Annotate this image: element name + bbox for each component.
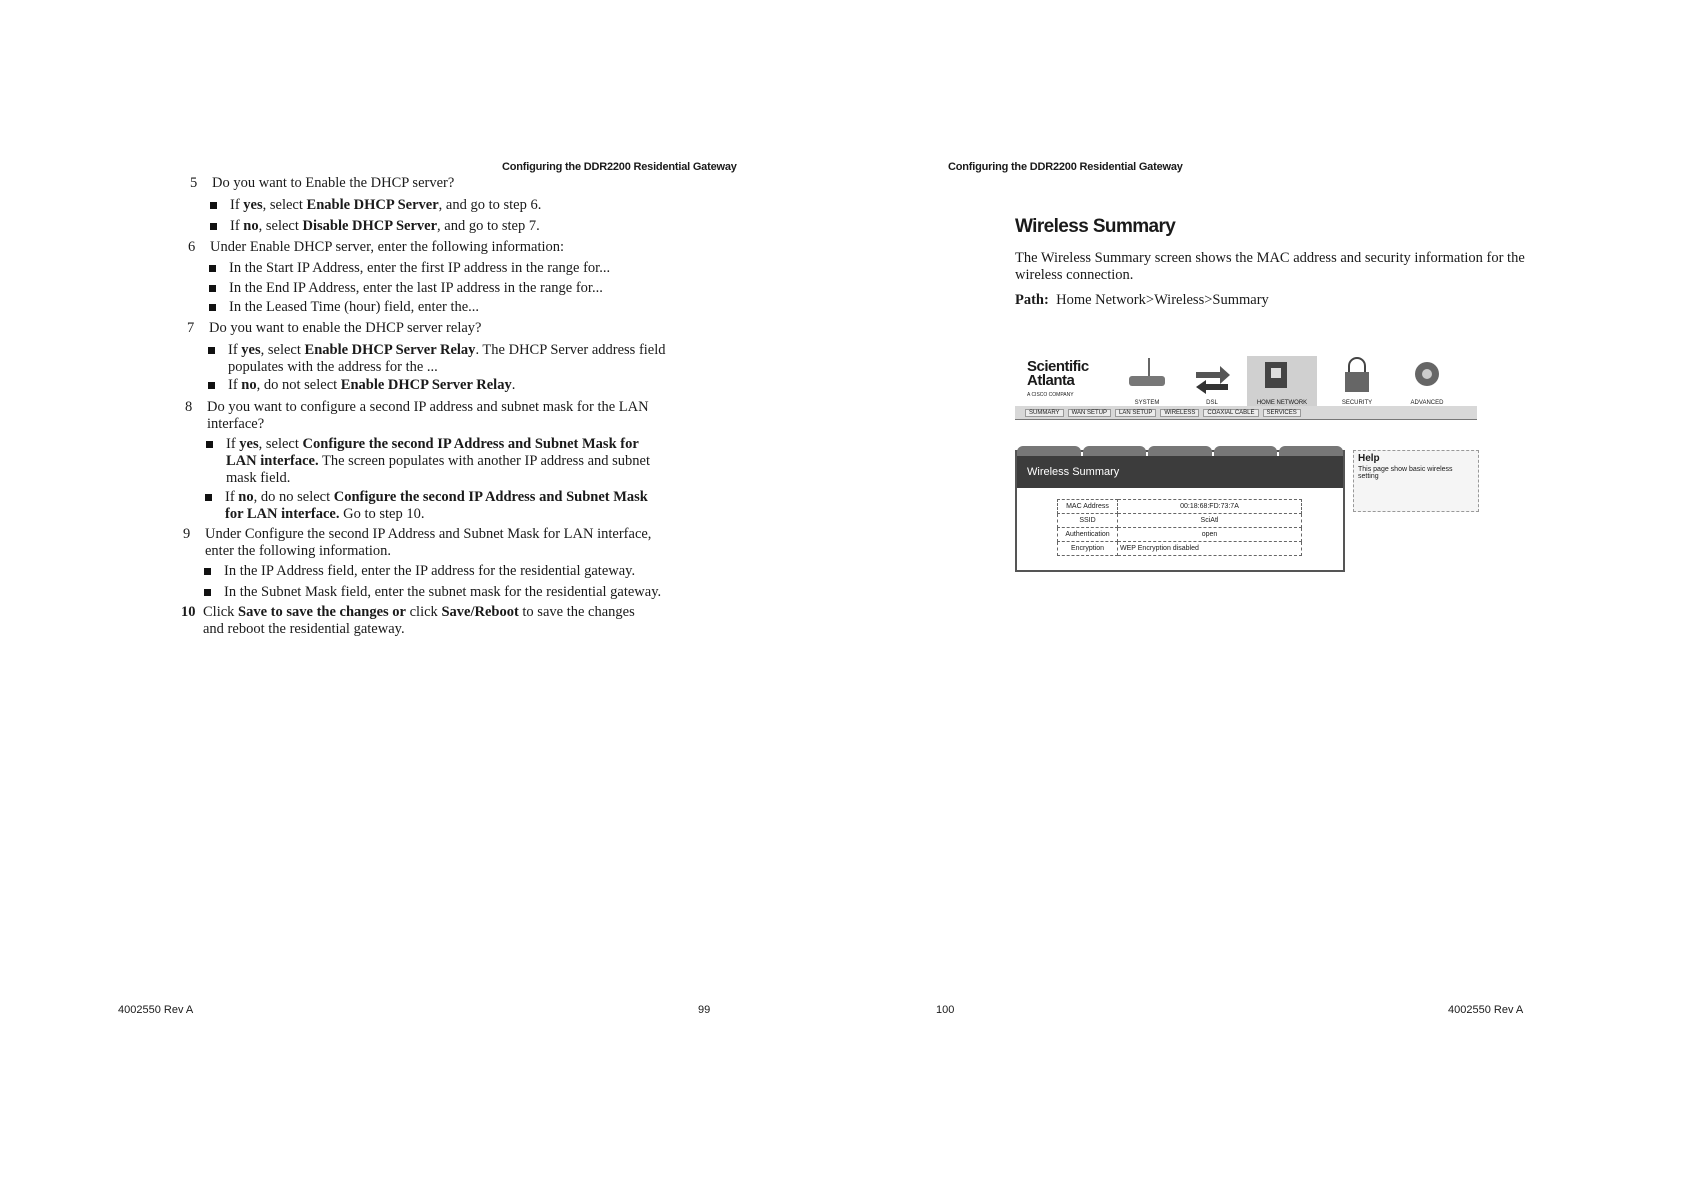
nav-home-network[interactable]: HOME NETWORK [1247,356,1317,406]
bullet-icon [210,202,217,209]
wireless-summary-screenshot [1015,352,1477,582]
running-header: Configuring the DDR2200 Residential Gateway [948,161,1183,173]
bullet-icon [206,441,213,448]
nav-advanced[interactable]: ADVANCED [1397,356,1457,406]
bullet-icon [209,265,216,272]
footer-doc-number: 4002550 Rev A [118,1004,194,1016]
bullet-icon [208,347,215,354]
page-number: 100 [936,1004,955,1016]
arrows-icon [1192,356,1232,394]
subnav-wan-setup[interactable]: WAN SETUP [1068,409,1111,417]
wireless-summary-panel [1015,450,1345,572]
left-page: Configuring the DDR2200 Residential Gateway 5 Do you want to Enable the DHCP server? If yes, select Enable DHCP Server, and go to step 6. If no, select Disable DHCP Server, and go to step 7. 6 Under Enable DHCP server, enter the following information: In the Start IP Address, enter the first IP address in the range for... In the End IP Address, enter the last IP address in the range for... In the Leased Time (hour) field, enter the... 7 Do you want to enable the DHCP server relay? If yes, select Enable DHCP Server Relay. The DHCP Server address field populates with the address for the ... If no, do not select Enable DHCP Server Relay. 8 Do you want to configure a second IP address and subnet mask for the LAN interface? If yes, select Configure the second IP Address and Subnet Mask for LAN interface. The screen populates with another IP address and subnet mask field. If no, do no select Configure the second IP Address and Subnet Mask for LAN interface. Go to step 10. 9 Under Configure the second IP Address and Subnet Mask for LAN interface, enter the following information. In the IP Address field, enter the IP address for the residential gateway. In the Subnet Mask field, enter the subnet mask for the residential gateway. 10 Click Save to save the changes or click Save/Reboot to save the changes and reboot the residential gateway. 4002550 Rev A 99 [118,161,737,1016]
subnav-coaxial-cable[interactable]: COAXIAL CABLE [1203,409,1258,417]
section-description: The Wireless Summary screen shows the MAC address and security information for the wireless connection. [1015,250,1525,283]
table-row: MAC Address 00:18:68:FD:73:7A [1058,500,1302,514]
bullet-icon [204,568,211,575]
panel-title: Wireless Summary [1017,456,1343,488]
nav-security[interactable]: SECURITY [1327,356,1387,406]
sub-nav [1015,406,1477,420]
subnav-summary[interactable]: SUMMARY [1025,409,1064,417]
bullet-icon [208,382,215,389]
help-box: Help This page show basic wireless setting [1353,450,1479,512]
subnav-lan-setup[interactable]: LAN SETUP [1115,409,1156,417]
scientific-atlanta-logo: Scientific Atlanta A CISCO COMPANY [1027,358,1089,398]
bullet-icon [210,223,217,230]
advanced-icon [1407,356,1447,394]
page-number: 99 [698,1004,711,1016]
bullet-icon [204,589,211,596]
right-page [842,0,1684,1190]
bullet-icon [209,285,216,292]
home-network-icon [1257,356,1297,394]
top-nav [1117,356,1467,406]
table-row: Authentication open [1058,528,1302,542]
nav-dsl[interactable]: DSL [1182,356,1242,406]
nav-system[interactable]: SYSTEM [1117,356,1177,406]
subnav-wireless[interactable]: WIRELESS [1160,409,1199,417]
lock-icon [1337,356,1377,394]
table-row: SSID SciAtl [1058,514,1302,528]
footer-doc-number: 4002550 Rev A [1448,1004,1524,1016]
table-row: Encryption WEP Encryption disabled [1058,542,1302,556]
running-header: Configuring the DDR2200 Residential Gateway [502,161,737,173]
navigation-path: Path: Home Network>Wireless>Summary [1015,292,1269,308]
router-icon [1127,356,1167,394]
section-title: Wireless Summary [1015,216,1176,237]
wireless-summary-table [1057,499,1302,556]
bullet-icon [209,304,216,311]
subnav-services[interactable]: SERVICES [1263,409,1301,417]
bullet-icon [205,494,212,501]
panel-tabs [1017,446,1343,456]
